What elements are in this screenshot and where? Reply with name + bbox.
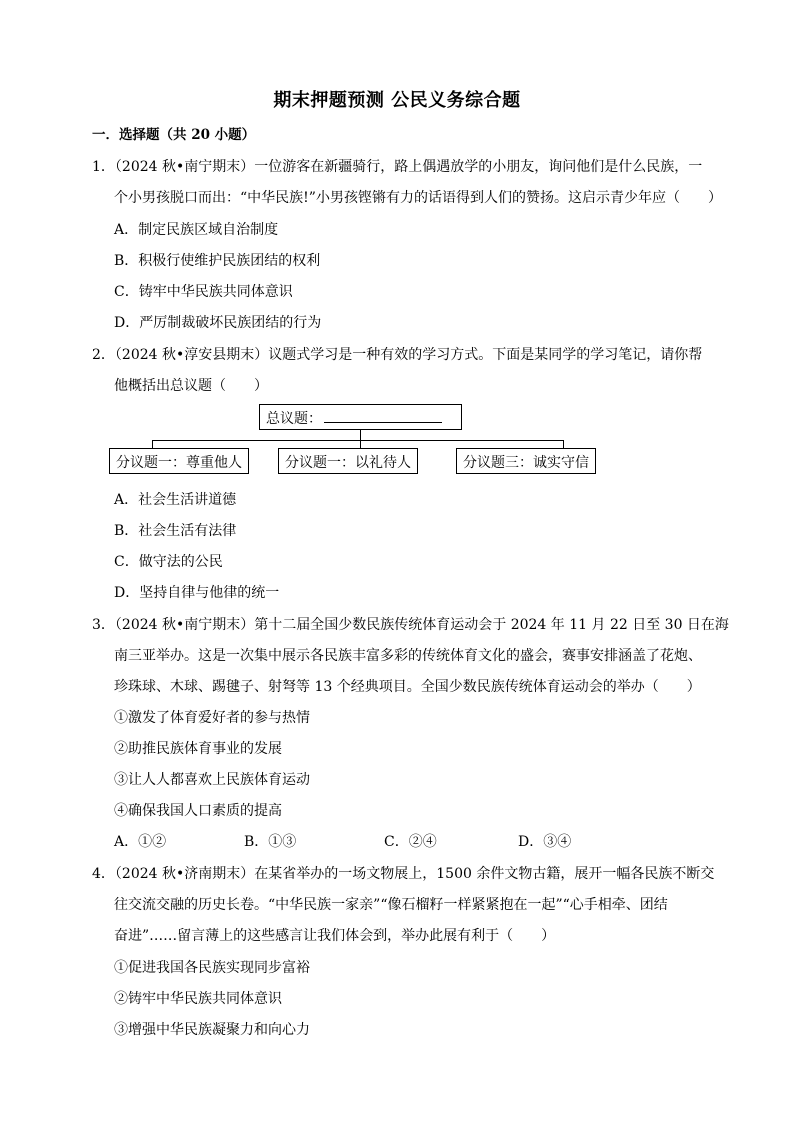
question-4-item-1: ①促进我国各民族实现同步富裕: [114, 960, 310, 976]
question-3-line-2: 南三亚举办。这是一次集中展示各民族丰富多彩的传统体育文化的盛会，赛事安排涵盖了花炮、: [114, 648, 702, 664]
connector-line: [360, 430, 361, 440]
subtopic-box-3: 分议题三：诚实守信: [456, 448, 596, 474]
question-1-option-b: B．积极行使维护民族团结的权利: [114, 253, 321, 269]
question-3-item-1: ①激发了体育爱好者的参与热情: [114, 710, 310, 726]
question-3-text: （2024 秋•南宁期末）第十二届全国少数民族传统体育运动会于 2024 年 11 月 22 日至 30 日在海: [114, 617, 729, 633]
choice-c: C．②④: [384, 834, 437, 850]
question-4-item-2: ②铸牢中华民族共同体意识: [114, 991, 282, 1007]
subtopic-box-1: 分议题一：尊重他人: [109, 448, 249, 474]
question-3-item-3: ③让人人都喜欢上民族体育运动: [114, 772, 310, 788]
question-4-line-3: 奋进”……留言薄上的这些感言让我们体会到，举办此展有利于（ ）: [114, 928, 556, 944]
question-2-option-b: B．社会生活有法律: [114, 523, 237, 539]
question-4-line-2: 往交流交融的历史长卷。“中华民族一家亲”“像石榴籽一样紧紧抱在一起”“心手相牵、团结: [114, 897, 668, 913]
question-number: 3．: [92, 617, 115, 633]
connector-line: [152, 440, 564, 441]
question-2-text: （2024 秋•淳安县期末）议题式学习是一种有效的学习方式。下面是某同学的学习笔记，请你帮: [114, 347, 703, 363]
question-1-option-c: C．铸牢中华民族共同体意识: [114, 284, 293, 300]
question-4-line-1: [92, 863, 714, 883]
choice-d: D．③④: [518, 834, 572, 850]
topic-diagram: [108, 402, 608, 474]
question-2-option-d: D．坚持自律与他律的统一: [114, 585, 280, 601]
question-1-text: （2024 秋•南宁期末）一位游客在新疆骑行，路上偶遇放学的小朋友，询问他们是什么民族，一: [114, 159, 703, 175]
question-number: 2．: [92, 347, 115, 363]
question-3-line-3: 珍珠球、木球、踢毽子、射弩等 13 个经典项目。全国少数民族传统体育运动会的举办（ ）: [114, 679, 701, 695]
question-number: 1．: [92, 159, 115, 175]
question-2-option-c: C．做守法的公民: [114, 554, 223, 570]
section-heading: 一．选择题（共 20 小题）: [92, 127, 256, 143]
main-topic-label: 总议题：: [266, 411, 322, 427]
question-2-line-1: [92, 344, 702, 364]
connector-line: [563, 440, 564, 448]
answer-blank: [324, 408, 442, 423]
choice-b: B．①③: [244, 834, 297, 850]
question-3-line-1: [92, 614, 729, 634]
question-4-item-3: ③增强中华民族凝聚力和向心力: [114, 1022, 310, 1038]
question-number: 4．: [92, 866, 115, 882]
question-1-line-1: [92, 156, 702, 176]
question-2-option-a: A．社会生活讲道德: [114, 492, 237, 508]
question-1-option-d: D．严厉制裁破坏民族团结的行为: [114, 315, 322, 331]
question-1-line-2: 个小男孩脱口而出：“中华民族!”小男孩铿锵有力的话语得到人们的赞扬。这启示青少年应（ ）: [114, 190, 722, 206]
connector-line: [152, 440, 153, 448]
choice-a: A．①②: [114, 834, 167, 850]
question-3-item-2: ②助推民族体育事业的发展: [114, 741, 282, 757]
question-1-option-a: A．制定民族区域自治制度: [114, 222, 279, 238]
connector-line: [360, 440, 361, 448]
main-topic-box: [259, 404, 462, 430]
question-3-item-4: ④确保我国人口素质的提高: [114, 803, 282, 819]
page-title: 期末押题预测 公民义务综合题: [273, 90, 521, 111]
subtopic-box-2: 分议题一：以礼待人: [278, 448, 418, 474]
question-4-text: （2024 秋•济南期末）在某省举办的一场文物展上，1500 余件文物古籍，展开一幅各民族不断交: [114, 866, 715, 882]
question-2-line-2: 他概括出总议题（ ）: [114, 378, 268, 394]
